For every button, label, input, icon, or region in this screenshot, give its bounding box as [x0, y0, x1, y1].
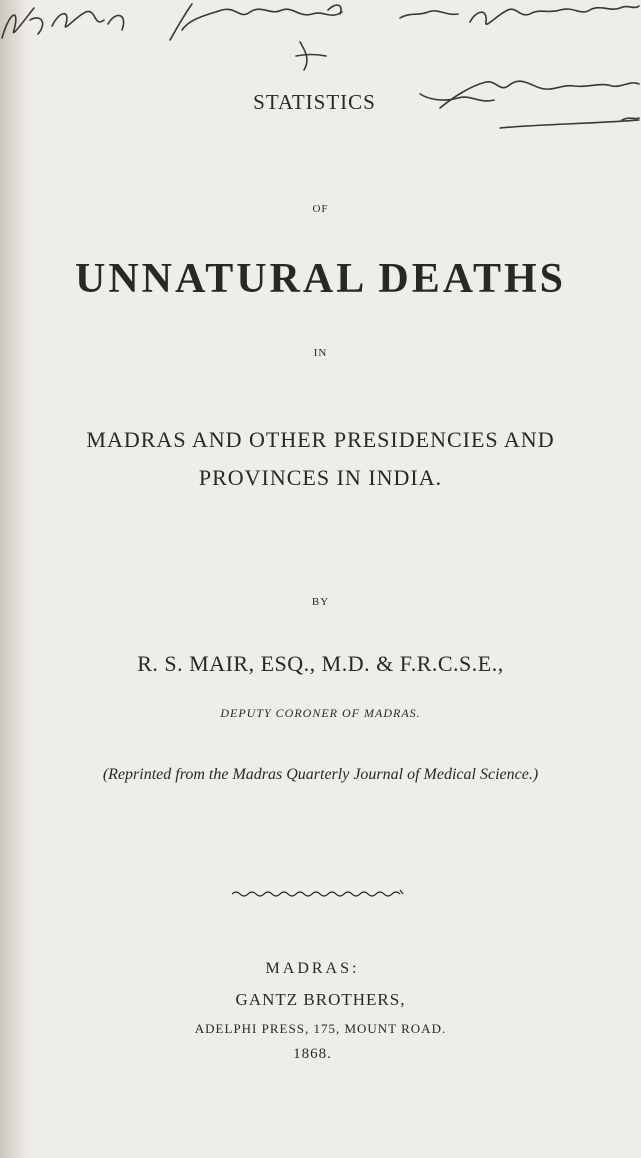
- imprint-year: 1868.: [293, 1046, 332, 1062]
- connector-in: IN: [313, 347, 328, 359]
- connector-by: BY: [311, 596, 330, 608]
- heading-statistics: STATISTICS: [253, 90, 376, 114]
- author-role: DEPUTY CORONER OF MADRAS.: [220, 706, 421, 720]
- page-edge-shadow: [0, 0, 28, 1158]
- reprint-note: (Reprinted from the Madras Quarterly Journal of Medical Science.): [102, 766, 539, 783]
- document-title: UNNATURAL DEATHS: [74, 256, 566, 302]
- subtitle-line-1: MADRAS AND OTHER PRESIDENCIES AND: [86, 427, 555, 452]
- ornamental-divider: [232, 888, 404, 898]
- subtitle-line-2: PROVINCES IN INDIA.: [198, 465, 443, 490]
- author-name: R. S. MAIR, ESQ., M.D. & F.R.C.S.E.,: [137, 651, 504, 676]
- imprint-publisher: GANTZ BROTHERS,: [235, 990, 406, 1009]
- imprint-city: MADRAS:: [265, 960, 360, 977]
- connector-of: OF: [312, 203, 329, 215]
- imprint-address: ADELPHI PRESS, 175, MOUNT ROAD.: [194, 1021, 447, 1036]
